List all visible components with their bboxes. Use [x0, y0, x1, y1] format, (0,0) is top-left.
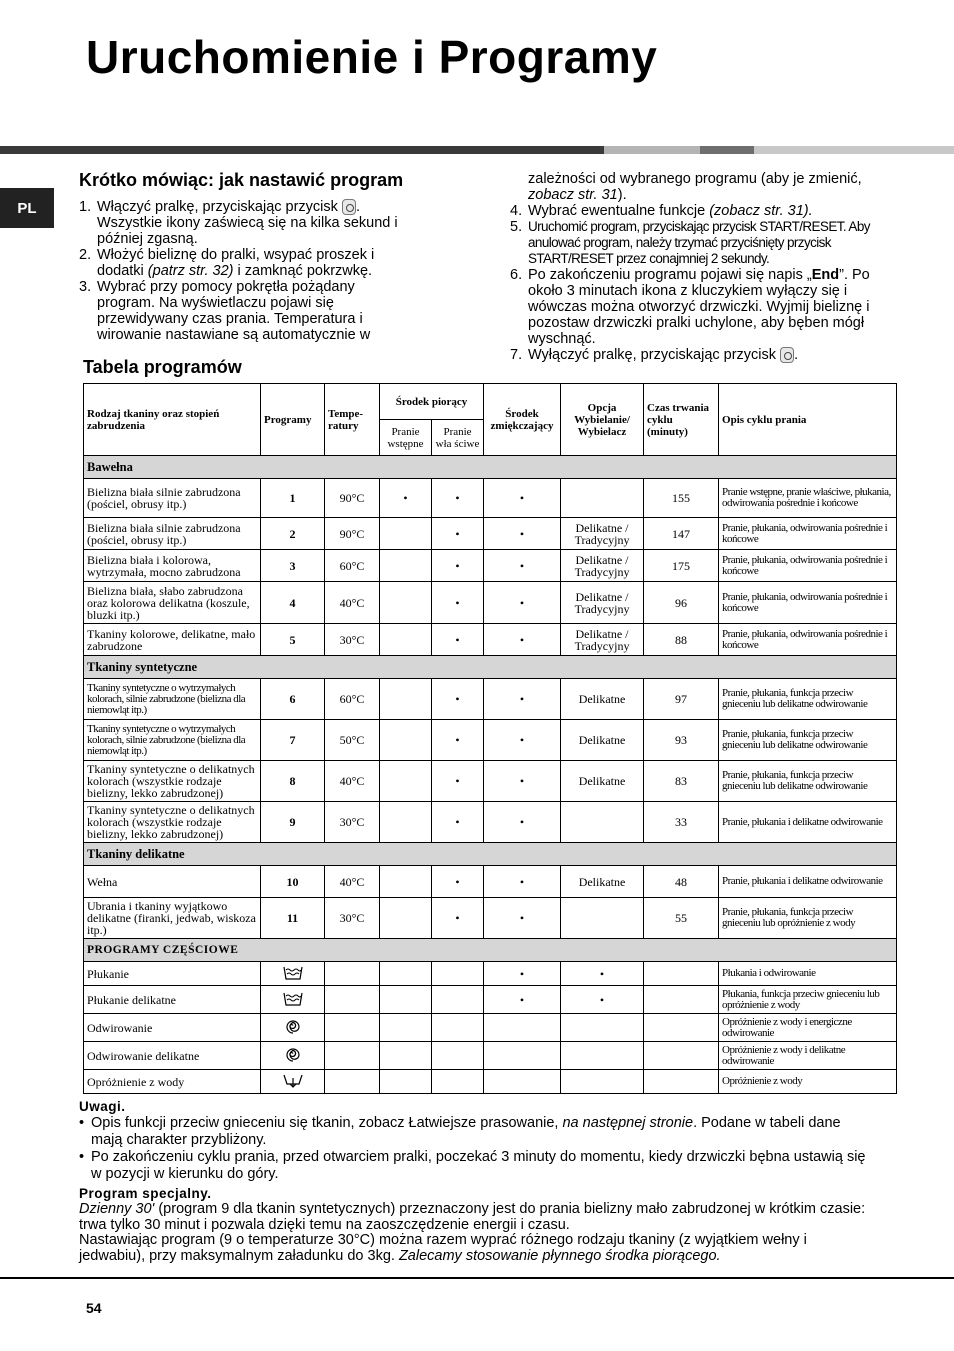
description-cell: Płukania, funkcja przeciw gnieceniu lub opróżnienie z wody	[719, 986, 897, 1014]
fabric-cell: Bielizna biała, słabo zabrudzona oraz kolorowa delikatna (koszule, bluzki itp.)	[84, 582, 261, 624]
fabric-cell: Tkaniny syntetyczne o delikatnych kolorach (wszystkie rodzaje bielizny, lekko zabrudzonej)	[84, 761, 261, 802]
time-cell: 55	[644, 898, 719, 939]
description-cell: Opróżnienie z wody	[719, 1070, 897, 1094]
wash-cell	[432, 986, 484, 1014]
fabric-cell: Tkaniny kolorowe, delikatne, mało zabrudzone	[84, 624, 261, 656]
section-header: Tkaniny delikatne	[84, 843, 897, 866]
bleach-cell: •	[561, 986, 644, 1014]
header-description: Opis cyklu prania	[719, 384, 897, 456]
notes-heading: Uwagi.	[79, 1099, 126, 1114]
prewash-cell	[380, 518, 432, 550]
description-cell: Pranie, płukania, odwirowania pośrednie i końcowe	[719, 550, 897, 582]
time-cell: 83	[644, 761, 719, 802]
table-row	[84, 802, 897, 843]
program-number: 2	[261, 518, 325, 550]
step-5: 5. Uruchomić program, przyciskając przycisk START/RESET. Aby anulować program, należy trzymać przyciśnięty przycisk START/RESET przez conajmniej 2 sekundy.	[510, 219, 870, 266]
program-icon-cell	[261, 962, 325, 986]
special-heading: Program specjalny.	[79, 1186, 212, 1201]
table-row	[84, 962, 897, 986]
header-bar-light	[754, 146, 954, 154]
temperature-cell: 90°C	[325, 518, 380, 550]
section-header: Tkaniny syntetyczne	[84, 656, 897, 679]
wash-cell: •	[432, 518, 484, 550]
prewash-cell	[380, 679, 432, 720]
bleach-cell: Delikatne	[561, 866, 644, 898]
page-number: 54	[86, 1300, 102, 1316]
spin-icon	[285, 1019, 301, 1037]
temperature-cell: 30°C	[325, 802, 380, 843]
wash-cell: •	[432, 550, 484, 582]
softener-cell: •	[484, 986, 561, 1014]
program-number: 6	[261, 679, 325, 720]
bleach-cell: Delikatne / Tradycyjny	[561, 624, 644, 656]
note-1: • Opis funkcji przeciw gnieceniu się tkanin, zobacz Łatwiejsze prasowanie, na następnej stronie. Podane w tabeli dane mają charakter przybliżony.	[79, 1115, 869, 1149]
time-cell: 147	[644, 518, 719, 550]
header-main-wash: Pranie wła ściwe	[432, 420, 484, 456]
fabric-cell: Płukanie	[84, 962, 261, 986]
prewash-cell	[380, 962, 432, 986]
program-number: 9	[261, 802, 325, 843]
prewash-cell	[380, 898, 432, 939]
softener-cell: •	[484, 962, 561, 986]
bleach-cell: Delikatne	[561, 720, 644, 761]
table-row	[84, 761, 897, 802]
step-3-continued: zależności od wybranego programu (aby je zmienić, zobacz str. 31).	[528, 171, 862, 203]
description-cell: Pranie, płukania, funkcja przeciw gnieceniu lub opróżnienie z wody	[719, 898, 897, 939]
header-bar-mid	[604, 146, 700, 154]
special-text-2: Nastawiając program (9 o temperaturze 30°C) można razem wyprać różnego rodzaju tkaniny (z wyjątkiem wełny i jedwabiu), przy maksymalnym załadunku do 3kg. Zalecamy stosowanie płynnego środka piorącego.	[79, 1232, 807, 1264]
language-tab: PL	[0, 188, 54, 228]
time-cell	[644, 1042, 719, 1070]
time-cell: 97	[644, 679, 719, 720]
bleach-cell: Delikatne	[561, 761, 644, 802]
header-fabric: Rodzaj tkaniny oraz stopień zabrudzenia	[84, 384, 261, 456]
fabric-cell: Ubrania i tkaniny wyjątkowo delikatne (firanki, jedwab, wiskoza itp.)	[84, 898, 261, 939]
description-cell: Pranie, płukania i delikatne odwirowanie	[719, 802, 897, 843]
prewash-cell: •	[380, 479, 432, 518]
header-programs: Programy	[261, 384, 325, 456]
softener-cell: •	[484, 898, 561, 939]
prewash-cell	[380, 582, 432, 624]
drain-icon	[283, 1074, 303, 1090]
note-2: • Po zakończeniu cyklu prania, przed otwarciem pralki, poczekać 3 minuty do momentu, kiedy drzwiczki bębna ustawią się w pozycji w kierunku do góry.	[79, 1149, 869, 1183]
program-number: 5	[261, 624, 325, 656]
description-cell: Pranie, płukania, funkcja przeciw gnieceniu lub delikatne odwirowanie	[719, 679, 897, 720]
program-number: 7	[261, 720, 325, 761]
temperature-cell	[325, 1014, 380, 1042]
description-cell: Pranie, płukania, odwirowania pośrednie i końcowe	[719, 582, 897, 624]
table-row	[84, 679, 897, 720]
softener-cell: •	[484, 802, 561, 843]
temperature-cell: 30°C	[325, 624, 380, 656]
time-cell: 88	[644, 624, 719, 656]
table-row	[84, 550, 897, 582]
table-row	[84, 582, 897, 624]
prewash-cell	[380, 550, 432, 582]
program-number: 3	[261, 550, 325, 582]
time-cell	[644, 1014, 719, 1042]
table-row	[84, 1042, 897, 1070]
wash-cell: •	[432, 720, 484, 761]
bleach-cell: Delikatne	[561, 679, 644, 720]
wash-cell	[432, 1070, 484, 1094]
description-cell: Pranie, płukania, funkcja przeciw gnieceniu lub delikatne odwirowanie	[719, 720, 897, 761]
temperature-cell: 30°C	[325, 898, 380, 939]
bleach-cell	[561, 1070, 644, 1094]
fabric-cell: Płukanie delikatne	[84, 986, 261, 1014]
temperature-cell	[325, 962, 380, 986]
fabric-cell: Bielizna biała silnie zabrudzona (pościel, obrusy itp.)	[84, 518, 261, 550]
wash-cell	[432, 962, 484, 986]
softener-cell	[484, 1014, 561, 1042]
temperature-cell: 60°C	[325, 550, 380, 582]
bleach-cell: Delikatne / Tradycyjny	[561, 582, 644, 624]
table-row	[84, 1014, 897, 1042]
table-heading: Tabela programów	[83, 357, 242, 377]
description-cell: Pranie, płukania, odwirowania pośrednie i końcowe	[719, 624, 897, 656]
temperature-cell: 90°C	[325, 479, 380, 518]
program-icon-cell	[261, 986, 325, 1014]
time-cell: 96	[644, 582, 719, 624]
prewash-cell	[380, 1042, 432, 1070]
fabric-cell: Tkaniny syntetyczne o wytrzymałych kolorach, silnie zabrudzone (bielizna dla niemowląt itp.)	[84, 679, 261, 720]
table-row	[84, 479, 897, 518]
fabric-cell: Odwirowanie	[84, 1014, 261, 1042]
time-cell: 93	[644, 720, 719, 761]
table-row	[84, 518, 897, 550]
header-prewash: Pranie wstępne	[380, 420, 432, 456]
description-cell: Opróżnienie z wody i delikatne odwirowanie	[719, 1042, 897, 1070]
temperature-cell: 50°C	[325, 720, 380, 761]
softener-cell: •	[484, 624, 561, 656]
softener-cell: •	[484, 761, 561, 802]
special-text: Dzienny 30' (program 9 dla tkanin syntetycznych) przeznaczony jest do prania bielizny mało zabrudzonej w krótkim czasie: trwa tylko 30 minut i pozwala dzięki temu na zaoszczędzenie energii i czasu.	[79, 1201, 866, 1233]
table-row	[84, 866, 897, 898]
wash-cell: •	[432, 802, 484, 843]
wash-cell: •	[432, 679, 484, 720]
quick-heading: Krótko mówiąc: jak nastawić program	[79, 170, 404, 190]
step-7: 7. Wyłączyć pralkę, przyciskając przycisk .	[510, 347, 799, 363]
spin-icon	[285, 1047, 301, 1065]
page-title: Uruchomienie i Programy	[86, 31, 658, 83]
rinse-icon	[283, 992, 303, 1008]
time-cell: 155	[644, 479, 719, 518]
header-softener: Środek zmiękczający	[484, 384, 561, 456]
wash-cell: •	[432, 898, 484, 939]
time-cell	[644, 962, 719, 986]
power-button-icon	[780, 347, 794, 363]
softener-cell	[484, 1070, 561, 1094]
header-bar-accent	[700, 146, 754, 154]
temperature-cell: 40°C	[325, 582, 380, 624]
temperature-cell: 40°C	[325, 866, 380, 898]
prewash-cell	[380, 802, 432, 843]
bleach-cell	[561, 1014, 644, 1042]
time-cell: 48	[644, 866, 719, 898]
table-row	[84, 720, 897, 761]
header-bleach: Opcja Wybielanie/ Wybielacz	[561, 384, 644, 456]
notes	[79, 1098, 869, 1264]
program-table	[83, 383, 897, 1094]
softener-cell: •	[484, 479, 561, 518]
power-button-icon	[342, 199, 356, 215]
prewash-cell	[380, 986, 432, 1014]
wash-cell: •	[432, 761, 484, 802]
fabric-cell: Opróżnienie z wody	[84, 1070, 261, 1094]
softener-cell: •	[484, 518, 561, 550]
step-1: 1. Włączyć pralkę, przyciskając przycisk . Wszystkie ikony zaświecą się na kilka sekund i później zgasną.	[79, 199, 398, 248]
bleach-cell	[561, 898, 644, 939]
wash-cell: •	[432, 479, 484, 518]
quick-steps-left	[79, 199, 414, 343]
bleach-cell: Delikatne / Tradycyjny	[561, 550, 644, 582]
table-row	[84, 986, 897, 1014]
prewash-cell	[380, 761, 432, 802]
bleach-cell	[561, 479, 644, 518]
program-number: 8	[261, 761, 325, 802]
step-4: 4. Wybrać ewentualne funkcje (zobacz str. 31).	[510, 203, 813, 219]
softener-cell: •	[484, 720, 561, 761]
program-icon-cell	[261, 1070, 325, 1094]
prewash-cell	[380, 720, 432, 761]
temperature-cell: 60°C	[325, 679, 380, 720]
footer-rule	[0, 1277, 954, 1279]
prewash-cell	[380, 624, 432, 656]
program-number: 1	[261, 479, 325, 518]
softener-cell	[484, 1042, 561, 1070]
description-cell: Pranie, płukania, odwirowania pośrednie i końcowe	[719, 518, 897, 550]
description-cell: Pranie, płukania, funkcja przeciw gnieceniu lub delikatne odwirowanie	[719, 761, 897, 802]
header-time: Czas trwania cyklu (minuty)	[644, 384, 719, 456]
bleach-cell: Delikatne / Tradycyjny	[561, 518, 644, 550]
table-row	[84, 1070, 897, 1094]
fabric-cell: Bielizna biała silnie zabrudzona (pościel, obrusy itp.)	[84, 479, 261, 518]
quick-steps-right	[510, 171, 895, 363]
time-cell	[644, 1070, 719, 1094]
wash-cell: •	[432, 624, 484, 656]
softener-cell: •	[484, 550, 561, 582]
wash-cell: •	[432, 582, 484, 624]
table-row	[84, 624, 897, 656]
section-header: Bawełna	[84, 456, 897, 479]
program-number: 10	[261, 866, 325, 898]
time-cell: 33	[644, 802, 719, 843]
bleach-cell	[561, 802, 644, 843]
fabric-cell: Bielizna biała i kolorowa, wytrzymała, mocno zabrudzona	[84, 550, 261, 582]
temperature-cell: 40°C	[325, 761, 380, 802]
temperature-cell	[325, 986, 380, 1014]
prewash-cell	[380, 1014, 432, 1042]
prewash-cell	[380, 1070, 432, 1094]
description-cell: Pranie wstępne, pranie właściwe, płukania, odwirowania pośrednie i końcowe	[719, 479, 897, 518]
header-detergent: Środek piorący	[380, 384, 484, 420]
header-temperature: Tempe-ratury	[325, 384, 380, 456]
section-header: PROGRAMY CZĘŚCIOWE	[84, 939, 897, 962]
program-number: 4	[261, 582, 325, 624]
softener-cell: •	[484, 679, 561, 720]
header-bar-dark	[0, 146, 604, 154]
program-icon-cell	[261, 1042, 325, 1070]
step-2: 2. Włożyć bieliznę do pralki, wsypać proszek i dodatki (patrz str. 32) i zamknąć pokrzwkę.	[79, 247, 375, 280]
program-icon-cell	[261, 1014, 325, 1042]
description-cell: Pranie, płukania i delikatne odwirowanie	[719, 866, 897, 898]
wash-cell: •	[432, 866, 484, 898]
wash-cell	[432, 1014, 484, 1042]
fabric-cell: Tkaniny syntetyczne o delikatnych kolorach (wszystkie rodzaje bielizny, lekko zabrudzonej)	[84, 802, 261, 843]
bleach-cell	[561, 1042, 644, 1070]
program-number: 11	[261, 898, 325, 939]
description-cell: Płukania i odwirowanie	[719, 962, 897, 986]
fabric-cell: Odwirowanie delikatne	[84, 1042, 261, 1070]
wash-cell	[432, 1042, 484, 1070]
fabric-cell: Tkaniny syntetyczne o wytrzymałych kolorach, silnie zabrudzone (bielizna dla niemowląt itp.)	[84, 720, 261, 761]
softener-cell: •	[484, 582, 561, 624]
time-cell	[644, 986, 719, 1014]
prewash-cell	[380, 866, 432, 898]
softener-cell: •	[484, 866, 561, 898]
time-cell: 175	[644, 550, 719, 582]
temperature-cell	[325, 1042, 380, 1070]
step-6: 6. Po zakończeniu programu pojawi się napis „End”. Po około 3 minutach ikona z kluczykiem wyłączy się i wówczas można otworzyć drzwiczki. Wyjmij bieliznę i pozostaw drzwiczki pralki uchylone, aby bęben mógł wyschnąć.	[510, 267, 870, 347]
description-cell: Opróżnienie z wody i energiczne odwirowanie	[719, 1014, 897, 1042]
rinse-icon	[283, 966, 303, 982]
temperature-cell	[325, 1070, 380, 1094]
table-row	[84, 898, 897, 939]
step-3: 3. Wybrać przy pomocy pokrętła pożądany program. Na wyświetlaczu pojawi się przewidywany czas prania. Temperatura i wirowanie nastawiane są automatycznie w	[79, 279, 371, 344]
fabric-cell: Wełna	[84, 866, 261, 898]
bleach-cell: •	[561, 962, 644, 986]
